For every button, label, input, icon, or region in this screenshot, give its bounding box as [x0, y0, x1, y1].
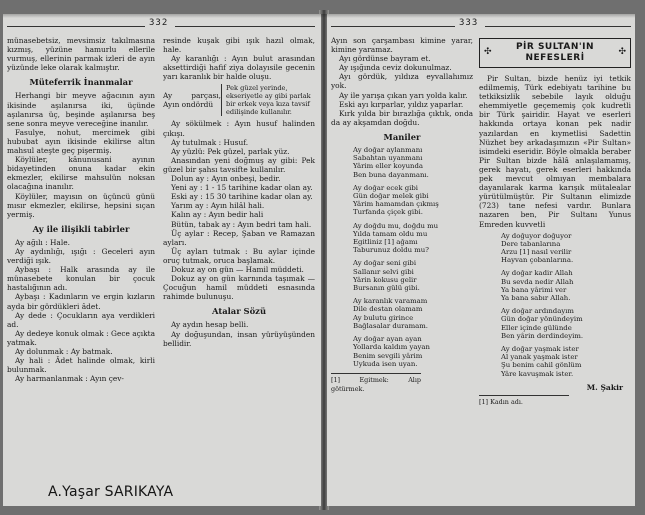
poem-line: Yâre kavuşmak ister.: [501, 369, 574, 378]
poem-line: Ben yârin derdindeyim.: [501, 331, 584, 340]
term-entry: Dolun ay : Ayın onbeşi, bedir.: [171, 174, 281, 184]
footnote: [1] Kadın adı.: [479, 395, 569, 407]
poem-line: Gün doğar melek gibi: [353, 192, 429, 201]
proverb: Kırk yılda bir bırazlığa çıktık, onda da ay akşamdan doğdu.: [331, 108, 473, 127]
poem-line: Eller içinde gülünde: [501, 323, 572, 332]
poem-line: Dere tabanlarına: [501, 239, 561, 248]
header-rule: [331, 26, 455, 27]
left-column-2: [163, 36, 315, 348]
left-column-1: [7, 36, 155, 383]
term-entry: Aybaşı : Halk arasında ay ile münasebete konulan bir çocuk hastalığının adı.: [7, 265, 155, 293]
poem-line: Bağlasalar duramam.: [353, 321, 428, 330]
proverb: Ay ile yarışa çıkan yarı yolda kalır.: [339, 90, 468, 100]
nefes-stanza: [479, 307, 631, 340]
poem-line: Bu sevda nedir Allah: [501, 277, 574, 286]
term-entry: Ay yüzlü: Pek güzel, parlak yüz.: [171, 146, 290, 156]
paragraph: Fasulye, nohut, mercimek gibi hububat ayın ikisinde ekilirse altın mahsul ateşte geç pişermiş.: [7, 127, 155, 156]
poem-line: Yârin kokusu gelir: [353, 275, 417, 284]
ornament-icon: ✣: [484, 47, 492, 58]
poem-line: Yollarda kaldım yayan: [353, 343, 430, 352]
page-number: 332: [149, 18, 169, 28]
poem-line: Yârim eller koyunda: [353, 162, 424, 171]
poem-line: Ay doğdu mu, doğdu mu: [353, 221, 439, 230]
term-entry: Ay dolunmak : Ay batmak.: [15, 347, 113, 356]
proverb: Ay doğuşundan, insan yürüyüşünden bellidir.: [163, 329, 315, 348]
term-entry: Ay tutulmak : Husuf.: [171, 137, 249, 147]
proverb: Ayı gördünse bayram et.: [339, 54, 431, 64]
term-entry: Dokuz ay on gün karnında taşımak — Çocuğun hamil müddeti esnasında rahimde bulunuşu.: [163, 274, 315, 302]
poem-line: Dile destan olamam: [353, 305, 423, 314]
proverb: Ay aydın hesap belli.: [171, 320, 249, 330]
paragraph: münasebetsiz, mevsimsiz takılmasına kızmış, yüzüne hamurlu ellerile vurmuş, ellerinin parmak izleri de ayın yüzünde leke olarak kalmıştır.: [7, 36, 155, 73]
term-entry: Eski ay : 15 30 tarihine kadar olan ay.: [171, 192, 313, 202]
term-entry: Ay ağılı : Hale.: [15, 237, 70, 247]
mani-stanza: [331, 184, 473, 217]
proverb: Ay ışığında ceviz dokunulmaz.: [339, 63, 452, 73]
term-entry: Bütün, tabak ay : Ayın bedri tam hali.: [171, 219, 312, 229]
author-signature: M. Şakir: [586, 382, 623, 392]
term-entry: Yeni ay : 1 - 15 tarihine kadar olan ay.: [171, 183, 313, 193]
poem-line: Sabahtan uyanmanı: [353, 154, 423, 163]
poem-line: Hayvan çobanlarına.: [501, 256, 574, 265]
footnote: [1] Egitmek: Alıp götürmek.: [331, 373, 421, 394]
page-top-shadow: [3, 14, 635, 18]
proverb: Ayın son çarşambası kimine yarar, kimine yaramaz.: [331, 36, 473, 55]
paragraph: Pir Sultan, bizde henüz iyi tetkik edilmemiş, Türk edebiyatı tarihine bu tetkiksizlik sebebile layık olduğu ehemmiyetle geçememiş çok kudretli bir Türk şairidir. Hayat ve eserleri hakkında ortaya konan pek nadir yazılardan en kıymetlisi Sadettin Nüzhet bey arkadaşımızın «Pir Sultan» isimdeki eseridir. Böyle olmakla beraber Pir Sultan bizde hâlâ anlaşılamamış, gerek hayatı, gerek eserleri hakkında pek mevcut olmıyan membalara dayanılarak karma karışık mütalealar yürütülmüştür. Pir Sultanın elimizde (723) tane nefesi vardır. Bunlara nazaren ben, Pir Sultanı Yunus Emreden kuvvetli: [479, 74, 631, 229]
poem-line: Ay doğar seni gibi: [353, 259, 417, 268]
left-page: [3, 14, 321, 506]
header-rule: [485, 26, 631, 27]
right-column-1: [331, 36, 473, 394]
term-entry: resinde kuşak gibi ışık hazıl olmak, hale.: [163, 36, 315, 55]
term-entry: Aybaşı : Kadınların ve ergin kızların ayda bir gördükleri âdet.: [7, 292, 155, 311]
nefes-stanza: [479, 345, 631, 378]
mani-stanza: [331, 222, 473, 255]
page-number: 333: [459, 18, 479, 28]
poem-line: Egitliniz [1] ağamı: [353, 238, 418, 247]
mani-stanza: [331, 259, 473, 292]
term-entry: Ay dedeye konuk olmak : Gece açıkta yatmak.: [7, 328, 155, 347]
poem-line: Şu benim cahil gönlüm: [501, 361, 582, 370]
paragraph: Herhangi bir meyve ağacının ayın ikisinde aşılanırsa iki, üçünde aşılanırsa üç, beşinde aşılanırsa beş sene sonra meyve vereceğine inanılır.: [7, 91, 155, 128]
ornament-icon: ✣: [618, 47, 626, 58]
note-terms: Ay parçası, Ayın ondördü: [163, 91, 221, 110]
term-entry: Ay harmanlanmak : Ayın çev-: [15, 374, 124, 384]
poem-line: Ay karanlık varamam: [353, 297, 428, 306]
section-heading: Ay ile ilişikli tabirler: [32, 223, 130, 234]
section-heading: Atalar Sözü: [211, 306, 267, 317]
poem-line: Ay bulutu girince: [353, 313, 414, 322]
term-entry: Ay aydınlığı, ışığı : Geceleri ayın verdiği ışık.: [7, 246, 155, 266]
title-line: NEFESLERİ: [525, 53, 585, 63]
poem-line: Uykuda isen uyan.: [353, 359, 418, 368]
poem-line: Bursanın gülü gibi.: [353, 284, 420, 293]
term-entry: Yarım ay : Ayın hilâl hali.: [171, 201, 265, 211]
right-column-2: [479, 36, 631, 407]
header-rule: [7, 26, 145, 27]
term-entry: Ay karanlığı : Ayın bulut arasından aksettirdiği hafif ziya dolayısile gecenin yarı karanlık bir halde oluşu.: [163, 54, 315, 82]
term-entry: Üç aylar : Recep, Şaban ve Ramazan ayları.: [163, 228, 315, 247]
poem-line: Ya bana yârimi ver: [501, 285, 567, 294]
term-entry: Ay sökülmek : Ayın husuf halinden çıkışı.: [163, 119, 315, 138]
right-page: [327, 14, 635, 506]
title-line: PİR SULTAN'IN: [515, 42, 595, 52]
poem-line: Benim sevgili yârim: [353, 351, 423, 360]
nefes-stanza: [479, 232, 631, 265]
mani-stanza: [331, 335, 473, 368]
poem-line: Ay doğar aylanmanı: [353, 146, 423, 155]
section-heading: Maniler: [383, 131, 421, 142]
poem-line: Arzu [1] nasıl verilir: [501, 248, 572, 256]
bracket-note: [163, 84, 315, 116]
article-title: [516, 42, 594, 64]
proverb: Eski ayı kırparlar, yıldız yaparlar.: [339, 99, 464, 109]
scanner-watermark: A.Yaşar SARIKAYA: [48, 484, 174, 500]
term-entry: Üç ayları tutmak : Bu aylar içinde oruç tutmak, oruca başlamak.: [163, 246, 315, 265]
term-entry: Kalın ay : Ayın bedir hali: [171, 210, 264, 220]
term-entry: Ay hali : Âdet halinde olmak, kirli bulunmak.: [7, 356, 155, 375]
poem-line: Al yanak yaşmak ister: [501, 353, 578, 362]
note-explanation: Pek güzel yerinde, ekseriyetle ay gibi parlak bir erkek veya kıza tavsif edilişinde kullanılır.: [221, 84, 315, 116]
poem-line: Sallanır selvi gibi: [353, 267, 414, 276]
poem-line: Ay doğar ayan ayan: [353, 335, 422, 344]
poem-line: Ay doğar yaşmak ister: [501, 345, 579, 354]
section-heading: Müteferrik İnanmalar: [29, 77, 133, 88]
paragraph: Köylüler, mayısın on üçüncü günü mısır ekmezler, ekilirse, hepsini sıçan yermiş.: [7, 191, 155, 219]
poem-line: Ay doğuyor doğuyor: [501, 231, 572, 240]
poem-line: Yârim hamamdan çıkmış: [353, 200, 439, 209]
poem-line: Ay doğar ardındayım: [501, 307, 574, 316]
poem-line: Ay doğar kadir Allah: [501, 269, 573, 278]
term-entry: Dokuz ay on gün — Hamil müddeti.: [171, 264, 304, 274]
term-entry: Anasından yeni doğmuş ay gibi: Pek güzel bir şahsı tavsifte kullanılır.: [163, 155, 315, 174]
paragraph: Köylüler, kânunusani ayının bidayetinden onuna kadar ekin ekmezler, ekilirse mahsulün noksan olacağına inanılır.: [7, 155, 155, 192]
mani-stanza: [331, 146, 473, 179]
poem-line: Ay doğar ecek gibi: [353, 183, 418, 192]
poem-line: Turfanda çiçek gibi.: [353, 208, 423, 217]
header-rule: [175, 26, 315, 27]
term-entry: Ay dede : Çocukların aya verdikleri ad.: [7, 310, 155, 329]
nefes-stanza: [479, 269, 631, 302]
article-title-box: [479, 38, 631, 68]
poem-line: Gün doğar yönündeyim: [501, 315, 583, 324]
poem-line: Taburunuz doldu mu?: [353, 246, 429, 255]
mani-stanza: [331, 297, 473, 330]
poem-line: Ben buna dayanmanı.: [353, 170, 429, 179]
proverb: Ayı gördük, yıldıza eyvallahımız yok.: [331, 72, 473, 91]
poem-line: Yılda tamam oldu mu: [353, 229, 428, 238]
poem-line: Ya bana sabır Allah.: [501, 294, 571, 303]
